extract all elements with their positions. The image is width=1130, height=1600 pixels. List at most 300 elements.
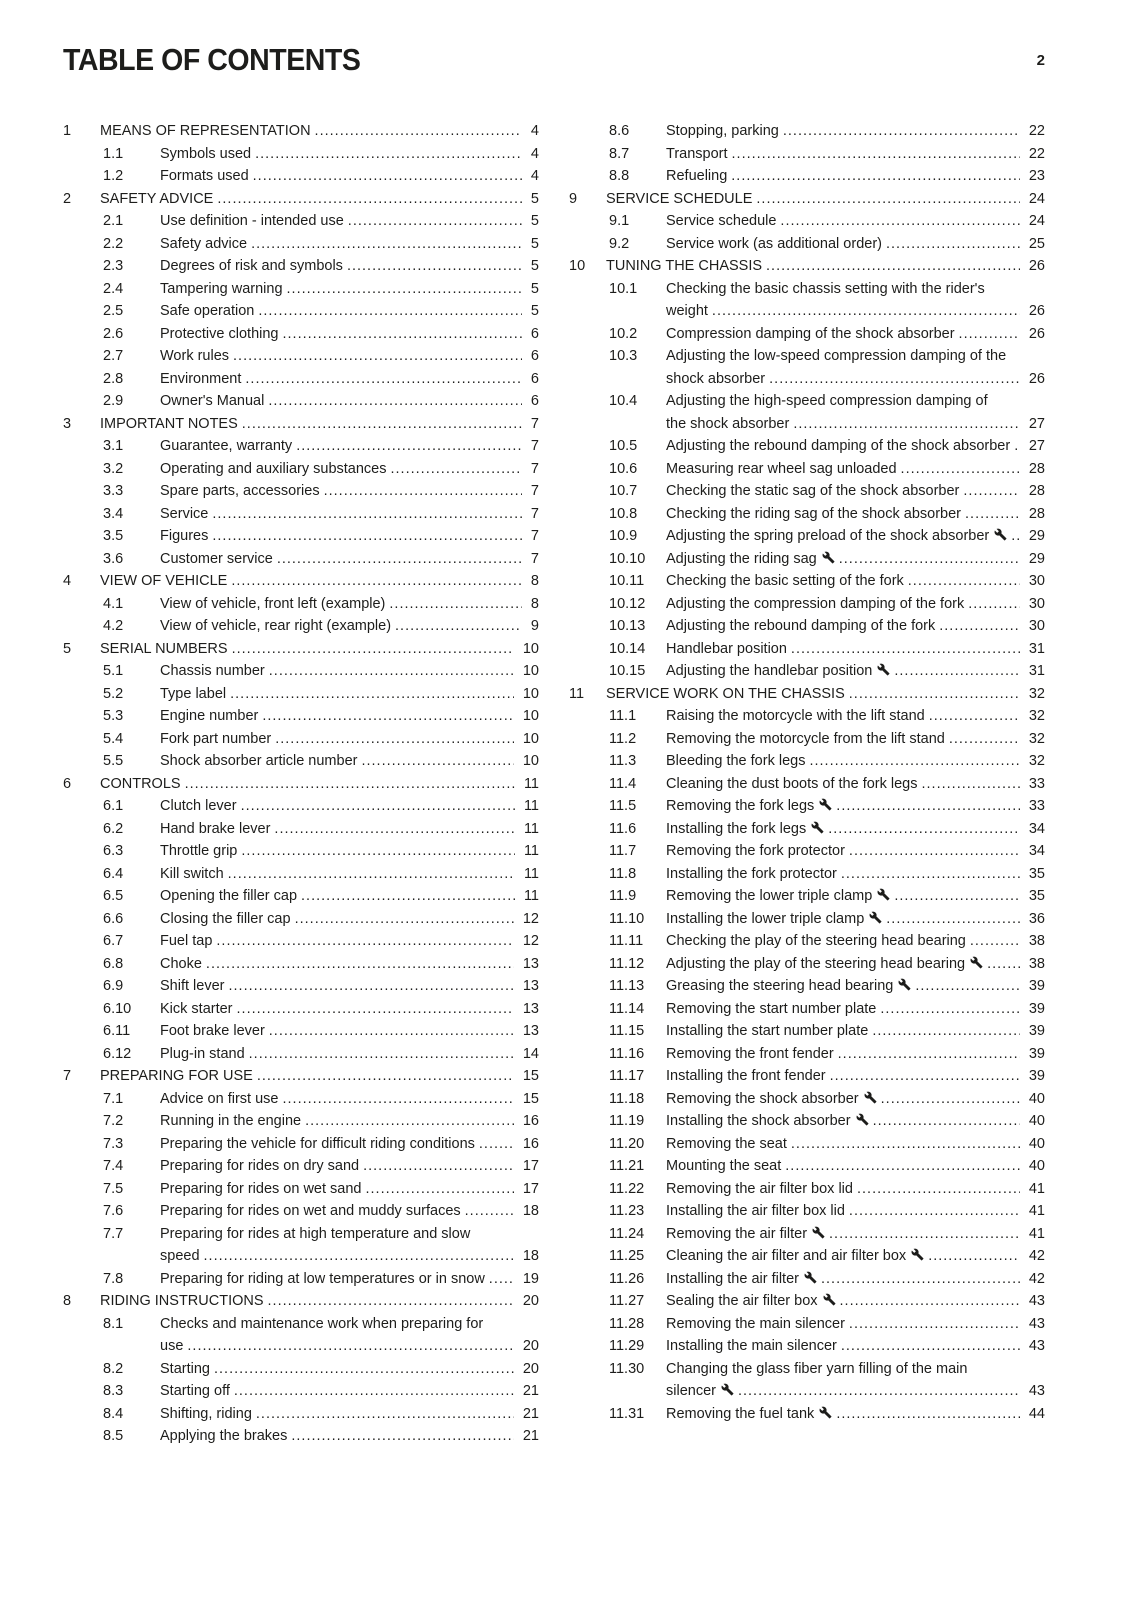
toc-entry-title: Checks and maintenance work when preparing for use [160, 1315, 484, 1354]
toc-entry[interactable] [63, 570, 539, 593]
toc-entry[interactable] [569, 1358, 1045, 1403]
toc-entry-number: 11.22 [609, 1180, 645, 1197]
toc-entry-page: 10 [514, 705, 539, 728]
toc-entry[interactable] [63, 863, 539, 886]
toc-entry-number: 6.4 [103, 865, 124, 882]
toc-entry-title: PREPARING FOR USE [100, 1068, 253, 1084]
toc-entry[interactable] [63, 1380, 539, 1403]
toc-entry[interactable] [569, 1133, 1045, 1156]
toc-entry-title: Adjusting the high-speed compression damping of the shock absorber [666, 393, 988, 432]
toc-entry-number: 3.4 [103, 505, 124, 522]
wrench-icon [819, 798, 832, 811]
toc-entry-page: 6 [522, 368, 539, 391]
toc-entry-title: Preparing for rides on wet and muddy surfaces [160, 1203, 461, 1219]
toc-entry[interactable] [569, 165, 1045, 188]
toc-entry-title: Cleaning the dust boots of the fork legs [666, 775, 918, 792]
toc-entry-number: 3 [63, 415, 72, 432]
toc-entry[interactable] [569, 1403, 1045, 1426]
toc-entry-title: CONTROLS [100, 775, 181, 792]
toc-entry[interactable] [63, 1178, 539, 1201]
toc-entry-title: Preparing for riding at low temperatures or in snow [160, 1270, 485, 1287]
toc-entry-title: Use definition - intended use [160, 213, 344, 229]
toc-entry[interactable] [569, 683, 1045, 706]
toc-entry[interactable] [569, 1313, 1045, 1336]
toc-entry[interactable] [63, 525, 539, 548]
toc-entry[interactable] [63, 390, 539, 413]
toc-column-right [569, 120, 1045, 1448]
toc-entry-title: Adjusting the riding sag [666, 550, 817, 567]
toc-entry-page: 24 [1020, 188, 1045, 211]
toc-entry[interactable] [569, 638, 1045, 661]
toc-entry-page: 7 [522, 525, 539, 548]
toc-entry-page: 13 [514, 1020, 539, 1043]
dot-leader [252, 1403, 539, 1426]
dot-leader [344, 210, 539, 233]
wrench-icon [819, 1406, 832, 1419]
toc-entry-page: 21 [514, 1425, 539, 1448]
toc-entry[interactable] [63, 975, 539, 998]
toc-entry[interactable] [569, 120, 1045, 143]
toc-entry-title: Checking the riding sag of the shock absorber [666, 505, 962, 522]
dot-leader [825, 1223, 1045, 1246]
toc-entry-title: Mounting the seat [666, 1158, 782, 1174]
toc-entry[interactable] [63, 210, 539, 233]
toc-entry[interactable] [569, 1065, 1045, 1088]
toc-entry-page: 40 [1020, 1155, 1045, 1178]
toc-entry-title: Degrees of risk and symbols [160, 258, 343, 274]
toc-entry-page: 24 [1020, 210, 1045, 233]
toc-entry-number: 11.30 [609, 1360, 645, 1377]
toc-entry-page: 39 [1020, 1065, 1045, 1088]
toc-entry[interactable] [569, 750, 1045, 773]
toc-entry-number: 11 [569, 685, 585, 702]
dot-leader [728, 143, 1045, 166]
toc-entry-title: Removing the air filter box lid [666, 1180, 853, 1197]
toc-entry[interactable] [569, 818, 1045, 841]
dot-leader [868, 1020, 1045, 1043]
toc-entry-number: 10 [569, 258, 586, 274]
dot-leader [301, 1110, 539, 1133]
toc-entry[interactable] [63, 818, 539, 841]
dot-leader [362, 1178, 540, 1201]
toc-entry-page: 5 [522, 210, 539, 233]
toc-entry-page: 7 [522, 435, 539, 458]
toc-entry[interactable] [569, 1245, 1045, 1268]
toc-entry-number: 11.8 [609, 865, 637, 882]
toc-entry[interactable] [63, 413, 539, 436]
toc-entry-number: 1.1 [103, 145, 124, 162]
toc-entry-number: 2.4 [103, 280, 124, 297]
toc-entry-number: 4.2 [103, 618, 124, 634]
toc-entry-title: Removing the motorcycle from the lift stand [666, 730, 945, 747]
toc-entry-page: 34 [1020, 840, 1045, 863]
toc-entry-number: 10.8 [609, 505, 638, 522]
toc-entry-number: 10.3 [609, 348, 638, 364]
toc-entry[interactable] [569, 863, 1045, 886]
toc-entry[interactable] [63, 1200, 539, 1223]
toc-entry[interactable] [63, 323, 539, 346]
toc-entry-title: Customer service [160, 550, 273, 567]
toc-entry-title: View of vehicle, front left (example) [160, 595, 386, 612]
toc-entry-number: 11.16 [609, 1045, 645, 1062]
toc-entry[interactable] [569, 458, 1045, 481]
toc-entry-title: Service [160, 505, 209, 522]
dot-leader [776, 210, 1045, 233]
toc-entry-number: 3.1 [103, 438, 124, 454]
toc-entry-number: 7.5 [103, 1180, 124, 1197]
toc-entry[interactable] [569, 548, 1045, 571]
toc-entry[interactable] [569, 728, 1045, 751]
toc-entry-page: 43 [1020, 1335, 1045, 1358]
toc-entry[interactable] [63, 120, 539, 143]
toc-entry-page: 7 [522, 480, 539, 503]
toc-entry-page: 28 [1020, 458, 1045, 481]
dot-leader [264, 1290, 539, 1313]
toc-entry-title: Formats used [160, 168, 249, 184]
dot-leader [387, 458, 540, 481]
dot-leader [271, 728, 539, 751]
toc-entry-title: Installing the fork protector [666, 865, 837, 882]
toc-entry-number: 10.15 [609, 663, 646, 679]
toc-entry[interactable] [569, 1290, 1045, 1313]
toc-entry[interactable] [63, 165, 539, 188]
toc-entry-title: Installing the front fender [666, 1068, 826, 1084]
toc-entry[interactable] [569, 908, 1045, 931]
toc-entry-title: Installing the lower triple clamp [666, 910, 865, 927]
dot-leader [237, 840, 539, 863]
toc-entry[interactable] [569, 840, 1045, 863]
toc-entry[interactable] [63, 885, 539, 908]
toc-entry-title: Installing the main silencer [666, 1338, 837, 1354]
toc-entry-page: 28 [1020, 480, 1045, 503]
toc-entry-page: 32 [1020, 705, 1045, 728]
toc-entry[interactable] [569, 660, 1045, 683]
toc-entry-number: 5.4 [103, 730, 124, 747]
toc-entry-title: Refueling [666, 168, 728, 184]
wrench-icon [804, 1271, 817, 1284]
toc-entry-page: 40 [1020, 1133, 1045, 1156]
toc-entry-page: 5 [522, 233, 539, 256]
toc-entry-page: 15 [514, 1065, 539, 1088]
toc-entry[interactable] [569, 345, 1045, 390]
toc-entry[interactable] [569, 570, 1045, 593]
toc-entry-page: 17 [514, 1155, 539, 1178]
toc-entry-page: 36 [1020, 908, 1045, 931]
page-number: 2 [1036, 52, 1045, 69]
toc-entry[interactable] [63, 750, 539, 773]
toc-entry-title: Starting off [160, 1383, 230, 1399]
toc-entry[interactable] [63, 503, 539, 526]
toc-entry-page: 30 [1020, 593, 1045, 616]
toc-entry[interactable] [63, 143, 539, 166]
toc-entry-page: 38 [1020, 930, 1045, 953]
toc-entry[interactable] [569, 998, 1045, 1021]
toc-entry-page: 29 [1020, 525, 1045, 548]
toc-entry[interactable] [63, 773, 539, 796]
toc-entry-page: 26 [1020, 255, 1045, 278]
toc-entry[interactable] [63, 1223, 539, 1268]
toc-entry[interactable] [569, 525, 1045, 548]
toc-entry-number: 6.8 [103, 955, 124, 972]
toc-entry-number: 8.1 [103, 1315, 124, 1332]
toc-entry-number: 9.1 [609, 213, 630, 229]
toc-entry[interactable] [63, 1043, 539, 1066]
toc-entry[interactable] [63, 300, 539, 323]
toc-entry-title: Installing the shock absorber [666, 1113, 851, 1129]
toc-entry-page: 4 [522, 120, 539, 143]
toc-entry[interactable] [63, 345, 539, 368]
toc-entry-page: 20 [514, 1335, 539, 1358]
toc-entry-number: 11.28 [609, 1315, 645, 1332]
toc-entry[interactable] [63, 615, 539, 638]
toc-entry[interactable] [569, 1020, 1045, 1043]
toc-entry-number: 11.11 [609, 933, 644, 949]
dot-leader [765, 368, 1045, 391]
toc-entry[interactable] [63, 908, 539, 931]
toc-entry[interactable] [63, 1358, 539, 1381]
toc-entry[interactable] [569, 795, 1045, 818]
toc-entry-page: 26 [1020, 368, 1045, 391]
toc-entry[interactable] [63, 1020, 539, 1043]
toc-entry[interactable] [63, 930, 539, 953]
toc-entry[interactable] [63, 953, 539, 976]
toc-entry-number: 3.6 [103, 550, 124, 567]
toc-entry-page: 42 [1020, 1268, 1045, 1291]
toc-entry-title: Adjusting the play of the steering head bearing [666, 955, 966, 972]
toc-entry-page: 27 [1020, 413, 1045, 436]
toc-entry-title: Adjusting the spring preload of the shock absorber [666, 528, 990, 544]
toc-entry[interactable] [569, 188, 1045, 211]
toc-entry-number: 10.12 [609, 595, 646, 612]
wrench-icon [823, 1293, 836, 1306]
toc-entry-number: 11.26 [609, 1270, 645, 1287]
toc-entry[interactable] [63, 1088, 539, 1111]
toc-entry-title: Cleaning the air filter and air filter box [666, 1248, 907, 1264]
toc-entry[interactable] [63, 1403, 539, 1426]
toc-entry-page: 35 [1020, 885, 1045, 908]
toc-entry[interactable] [569, 1088, 1045, 1111]
toc-entry[interactable] [63, 1133, 539, 1156]
toc-entry[interactable] [569, 143, 1045, 166]
dot-leader [826, 1065, 1045, 1088]
toc-entry-page: 40 [1020, 1088, 1045, 1111]
toc-entry[interactable] [63, 1155, 539, 1178]
dot-leader [391, 615, 539, 638]
toc-entry[interactable] [569, 503, 1045, 526]
toc-entry[interactable] [63, 795, 539, 818]
toc-entry-title: Installing the start number plate [666, 1023, 869, 1039]
toc-entry[interactable] [569, 705, 1045, 728]
toc-entry-page: 11 [515, 773, 539, 796]
toc-entry-title: Shifting, riding [160, 1405, 252, 1422]
dot-leader [817, 1268, 1045, 1291]
wrench-icon [864, 1091, 877, 1104]
dot-leader [359, 1155, 539, 1178]
toc-entry-number: 7.3 [103, 1135, 124, 1152]
toc-entry[interactable] [569, 480, 1045, 503]
toc-entry[interactable] [569, 975, 1045, 998]
toc-entry-number: 11.25 [609, 1248, 645, 1264]
toc-entry-title: Preparing for rides on dry sand [160, 1158, 360, 1174]
toc-entry-number: 11.14 [609, 1000, 645, 1017]
wrench-icon [721, 1383, 734, 1396]
toc-entry-title: Compression damping of the shock absorber [666, 325, 955, 342]
toc-entry-title: Tampering warning [160, 280, 283, 297]
dot-leader [787, 1133, 1045, 1156]
toc-entry-number: 10.6 [609, 460, 638, 477]
toc-entry[interactable] [63, 998, 539, 1021]
toc-entry[interactable] [569, 1043, 1045, 1066]
toc-entry[interactable] [569, 233, 1045, 256]
toc-entry[interactable] [63, 233, 539, 256]
toc-entry[interactable] [569, 953, 1045, 976]
toc-entry[interactable] [569, 1200, 1045, 1223]
dot-leader [278, 1088, 539, 1111]
dot-leader [228, 638, 539, 661]
toc-entry[interactable] [63, 660, 539, 683]
toc-entry-number: 11.29 [609, 1338, 645, 1354]
toc-entry-number: 2.5 [103, 303, 124, 319]
toc-entry-title: Owner's Manual [160, 393, 265, 409]
toc-entry-title: Type label [160, 685, 227, 702]
toc-entry-number: 7.2 [103, 1113, 124, 1129]
toc-entry-title: Clutch lever [160, 798, 237, 814]
dot-leader [789, 413, 1045, 436]
toc-entry[interactable] [63, 593, 539, 616]
toc-entry-page: 26 [1020, 323, 1045, 346]
toc-entry-title: Adjusting the compression damping of the fork [666, 595, 965, 612]
toc-entry-number: 11.4 [609, 775, 637, 792]
toc-entry[interactable] [569, 1335, 1045, 1358]
toc-entry-number: 11.12 [609, 955, 645, 972]
toc-entry[interactable] [63, 548, 539, 571]
toc-entry-title: Symbols used [160, 145, 252, 162]
dot-leader [845, 840, 1045, 863]
toc-entry-page: 16 [514, 1110, 539, 1133]
toc-entry-number: 11.31 [609, 1405, 645, 1422]
toc-entry[interactable] [63, 1110, 539, 1133]
toc-entry[interactable] [569, 323, 1045, 346]
toc-entry[interactable] [63, 840, 539, 863]
toc-entry-number: 11.6 [609, 820, 637, 837]
toc-entry-number: 9.2 [609, 235, 630, 252]
toc-entry[interactable] [569, 1268, 1045, 1291]
toc-entry[interactable] [63, 368, 539, 391]
toc-entry-title: Service schedule [666, 213, 777, 229]
dot-leader [229, 345, 539, 368]
toc-entry-number: 1.2 [103, 168, 124, 184]
toc-entry-title: SERIAL NUMBERS [100, 640, 228, 657]
toc-entry-number: 10.5 [609, 438, 638, 454]
toc-entry[interactable] [569, 278, 1045, 323]
toc-entry-page: 20 [514, 1290, 539, 1313]
toc-entry-page: 25 [1020, 233, 1045, 256]
toc-entry-number: 10.1 [609, 280, 638, 297]
toc-entry-page: 17 [514, 1178, 539, 1201]
toc-entry-number: 5.2 [103, 685, 124, 702]
toc-entry[interactable] [569, 593, 1045, 616]
toc-entry[interactable] [569, 210, 1045, 233]
dot-leader [202, 953, 539, 976]
dot-leader [213, 188, 539, 211]
toc-entry-title: Installing the air filter box lid [666, 1203, 845, 1219]
toc-entry-title: Preparing the vehicle for difficult riding conditions [160, 1135, 475, 1152]
toc-entry-page: 29 [1020, 548, 1045, 571]
dot-leader [832, 795, 1045, 818]
toc-entry-number: 7.1 [103, 1090, 124, 1107]
toc-entry[interactable] [63, 435, 539, 458]
toc-entry-page: 30 [1020, 570, 1045, 593]
toc-entry-title: Choke [160, 955, 202, 972]
toc-entry-title: Removing the seat [666, 1135, 787, 1152]
toc-entry-page: 8 [522, 593, 539, 616]
table-of-contents-page [63, 42, 1045, 1448]
toc-entry[interactable] [63, 683, 539, 706]
toc-entry-page: 39 [1020, 998, 1045, 1021]
dot-leader [320, 480, 539, 503]
toc-entry[interactable] [569, 615, 1045, 638]
toc-entry-title: Environment [160, 370, 242, 387]
toc-entry[interactable] [63, 480, 539, 503]
toc-entry-title: Preparing for rides at high temperature and slow speed [160, 1225, 471, 1264]
toc-entry[interactable] [63, 1065, 539, 1088]
toc-entry[interactable] [569, 1110, 1045, 1133]
toc-entry-number: 11.13 [609, 978, 645, 994]
toc-entry[interactable] [63, 255, 539, 278]
toc-entry-page: 7 [522, 503, 539, 526]
toc-entry-page: 11 [515, 795, 539, 818]
toc-entry[interactable] [569, 1178, 1045, 1201]
toc-entry[interactable] [63, 458, 539, 481]
toc-entry-page: 41 [1020, 1200, 1045, 1223]
toc-entry-page: 10 [514, 728, 539, 751]
toc-entry[interactable] [569, 773, 1045, 796]
dot-leader [837, 1335, 1045, 1358]
toc-entry[interactable] [63, 705, 539, 728]
toc-entry-number: 11.21 [609, 1158, 645, 1174]
toc-entry[interactable] [569, 885, 1045, 908]
toc-entry-page: 20 [514, 1358, 539, 1381]
toc-entry[interactable] [569, 1155, 1045, 1178]
toc-entry[interactable] [63, 1425, 539, 1448]
dot-leader [291, 908, 539, 931]
toc-entry-page: 10 [514, 660, 539, 683]
toc-entry-number: 6.6 [103, 910, 124, 927]
wrench-icon [994, 528, 1007, 541]
toc-entry[interactable] [63, 278, 539, 301]
toc-entry-title: Shock absorber article number [160, 753, 358, 769]
dot-leader [834, 1043, 1045, 1066]
toc-entry[interactable] [63, 1268, 539, 1291]
toc-entry-title: Fuel tap [160, 933, 213, 949]
toc-entry[interactable] [569, 435, 1045, 458]
toc-entry[interactable] [63, 1290, 539, 1313]
toc-entry-page: 11 [515, 863, 539, 886]
toc-entry-number: 8.7 [609, 145, 630, 162]
toc-entry[interactable] [569, 255, 1045, 278]
toc-entry[interactable] [569, 390, 1045, 435]
toc-entry[interactable] [569, 930, 1045, 953]
toc-entry[interactable] [63, 728, 539, 751]
toc-entry[interactable] [63, 188, 539, 211]
toc-entry[interactable] [63, 1313, 539, 1358]
dot-leader [258, 705, 539, 728]
toc-entry[interactable] [63, 638, 539, 661]
toc-entry-number: 8 [63, 1293, 72, 1309]
toc-entry-number: 11.18 [609, 1090, 645, 1107]
dot-leader [230, 1380, 539, 1403]
toc-entry[interactable] [569, 1223, 1045, 1246]
